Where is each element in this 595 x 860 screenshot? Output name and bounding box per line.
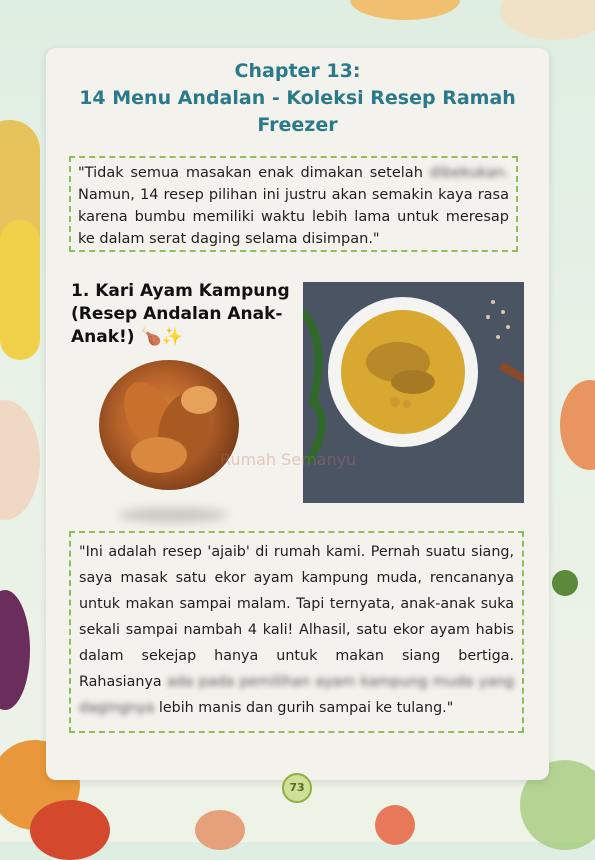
story-quote-box [69, 531, 524, 733]
bg-decoration-tomato-bottom [30, 800, 110, 860]
bg-decoration-eggplant [0, 590, 30, 710]
chapter-title [46, 58, 549, 139]
story-quote-text: "Ini adalah resep 'ajaib' di rumah kami. Pernah suatu siang, saya masak satu ekor ayam kampung muda, rencananya untuk makan sampai malam. Tapi ternyata, anak-anak suka sekali sampai nambah 4 kali! Alhasil, satu ekor ayam habis dalam sekejap hanya untuk makan siang bertiga. Rahasianya [79, 544, 514, 690]
watermark-logo: Rumah Semanyu [220, 450, 357, 469]
bg-decoration-bottom-cheese [195, 810, 245, 850]
chapter-number: Chapter 13: [234, 60, 361, 82]
curry-plate-icon [303, 282, 524, 503]
page-number-badge: 73 [282, 773, 312, 803]
chapter-subtitle-line2: Freezer [257, 114, 338, 136]
intro-quote-blurred: dibekukan. [429, 165, 509, 181]
chapter-subtitle-line1: 14 Menu Andalan - Koleksi Resep Ramah [79, 87, 516, 109]
curry-dish-photo [303, 282, 524, 503]
fried-chicken-photo [99, 360, 239, 490]
bg-decoration-top-right [500, 0, 595, 40]
bg-decoration-right-olive [552, 570, 578, 596]
bg-decoration-right-bowl [560, 380, 595, 470]
intro-quote-text: "Tidak semua masakan enak dimakan setelah [78, 165, 430, 181]
intro-quote-text-end: Namun, 14 resep pilihan ini justru akan semakin kaya rasa karena bumbu memiliki waktu lebih lama untuk meresap ke dalam serat daging selama disimpan." [78, 187, 509, 247]
recipe-title [71, 280, 291, 349]
bg-decoration-bottom-tomato [375, 805, 415, 845]
photo-shadow [118, 508, 228, 522]
bg-decoration-bowl-left [0, 400, 40, 520]
bg-decoration-corn [0, 220, 40, 360]
recipe-title-text: 1. Kari Ayam Kampung (Resep Andalan Anak-Anak!) [71, 281, 290, 347]
chicken-sparkle-icon: 🍗✨ [140, 327, 183, 347]
intro-quote-box [69, 156, 518, 252]
story-quote-text-end: lebih manis dan gurih sampai ke tulang." [158, 700, 454, 716]
bg-decoration-top-bowl [350, 0, 460, 20]
chicken-drumstick-icon [99, 360, 239, 490]
story-quote-blurred: ada pada pemilihan ayam kampung muda yang dagingnya [79, 674, 515, 716]
